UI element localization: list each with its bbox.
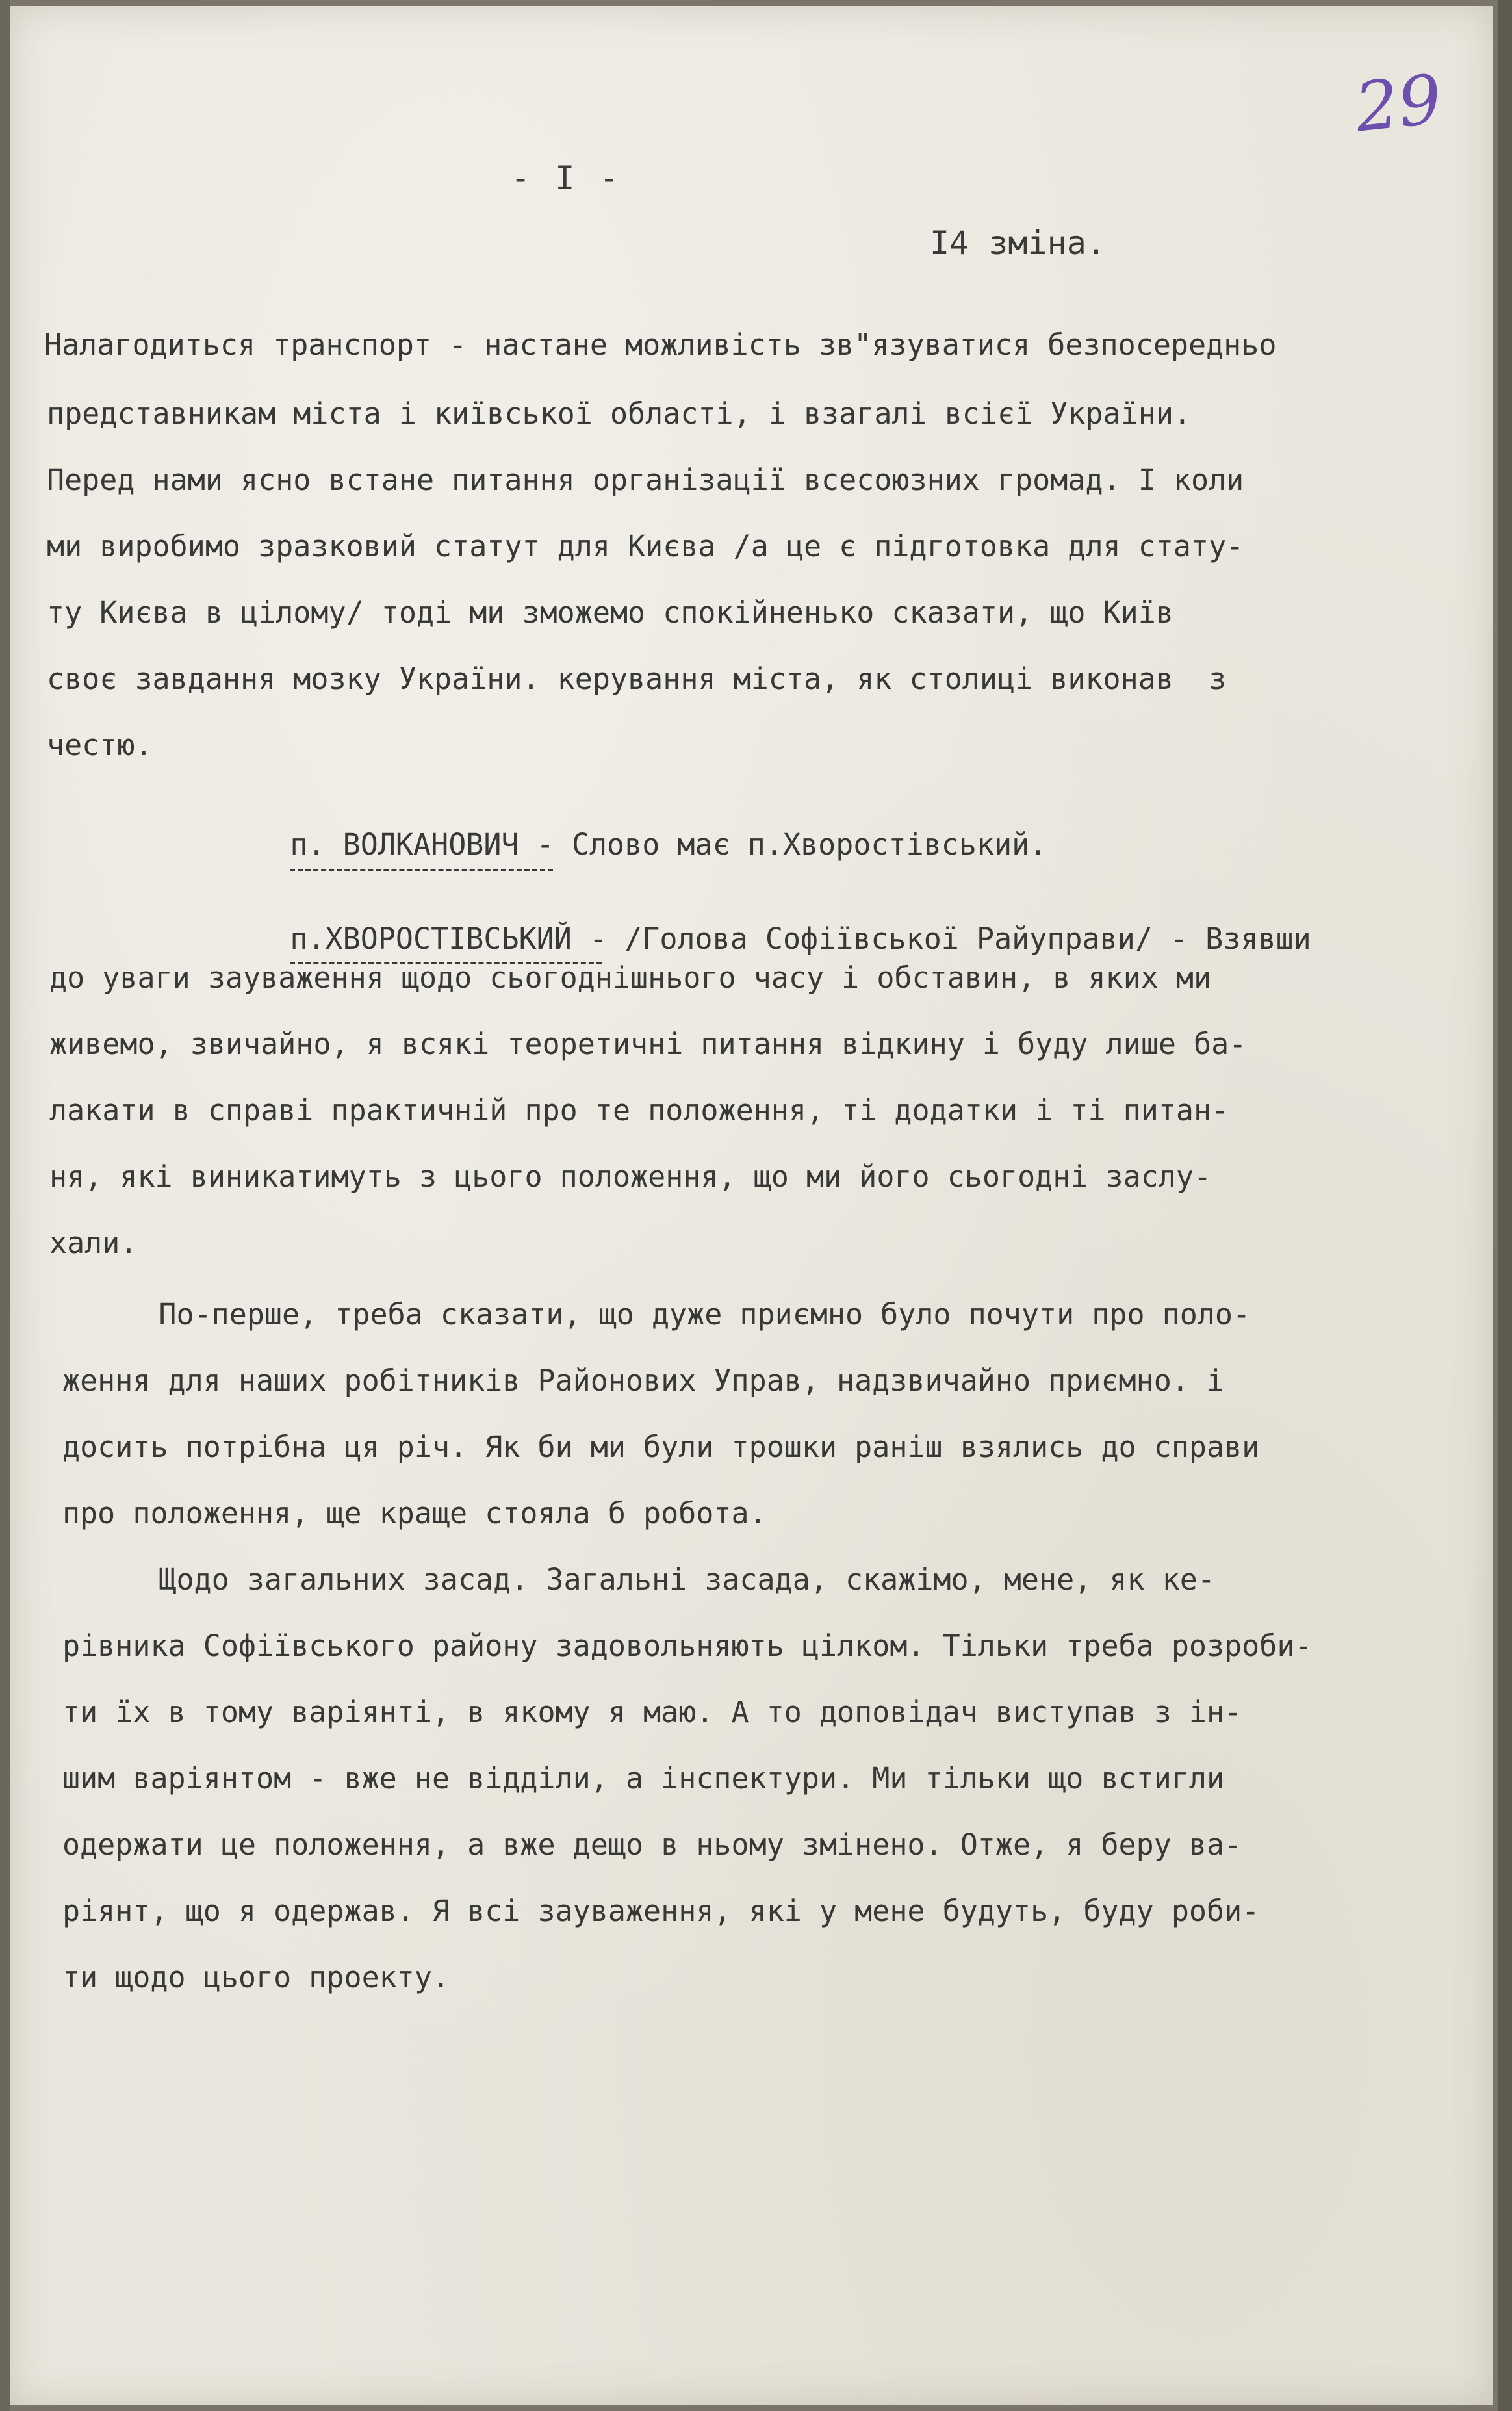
text-line: Перед нами ясно встане питання організації всесоюзних громад. І коли xyxy=(47,463,1244,497)
text-line: ти щодо цього проекту. xyxy=(62,1960,450,1994)
text-line: ти їх в тому варіянті, в якому я маю. А то доповідач виступав з ін- xyxy=(62,1695,1242,1729)
speech-text: - /Голова Софіївської Райуправи/ - Взявши xyxy=(571,922,1311,956)
speech-text: - Слово має п.Хворостівський. xyxy=(519,827,1047,862)
page-number: - I - xyxy=(511,159,622,197)
text-line: ріянт, що я одержав. Я всі зауваження, які у мене будуть, буду роби- xyxy=(62,1894,1260,1928)
text-line: ження для наших робітників Районових Управ, надзвичайно приємно. і xyxy=(62,1363,1225,1398)
text-line: хали. xyxy=(49,1226,138,1260)
speaker-name: п.ХВОРОСТІВСЬКИЙ xyxy=(290,922,571,956)
text-line: про положення, ще краще стояла б робота. xyxy=(62,1496,767,1530)
text-line: рівника Софіївського району задовольняють цілком. Тільки треба розроби- xyxy=(62,1629,1313,1663)
speaker-underline xyxy=(290,869,553,871)
text-line: Щодо загальних засад. Загальні засада, скажімо, мене, як ке- xyxy=(88,1562,1215,1597)
text-line: ту Києва в цілому/ тоді ми зможемо спокійненько сказати, що Київ xyxy=(47,595,1173,630)
text-line: представникам міста і київської області, і взагалі всієї України. xyxy=(47,396,1191,431)
scan-right-edge xyxy=(1498,0,1512,2411)
text-line: до уваги зауваження щодо сьогоднішнього часу і обставин, в яких ми xyxy=(49,961,1212,995)
text-line: одержати це положення, а вже дещо в ньому змінено. Отже, я беру ва- xyxy=(62,1827,1242,1862)
text-line: живемо, звичайно, я всякі теоретичні питання відкину і буду лише ба- xyxy=(49,1027,1247,1061)
text-line: Налагодиться транспорт - настане можливість зв"язуватися безпосередньо xyxy=(44,328,1277,362)
text-line: досить потрібна ця річ. Як би ми були трошки раніш взялись до справи xyxy=(62,1430,1260,1464)
text-line: ми виробимо зразковий статут для Києва /а це є підготовка для стату- xyxy=(47,529,1244,563)
text-line: лакати в справі практичній про те положення, ті додатки і ті питан- xyxy=(49,1093,1229,1128)
scan-left-edge xyxy=(0,0,10,2411)
handwritten-folio-number: 29 xyxy=(1351,59,1446,148)
speaker-name: п. ВОЛКАНОВИЧ xyxy=(290,827,519,862)
text-line: своє завдання мозку України. керування міста, як столиці виконав з xyxy=(47,662,1227,696)
text-line: шим варіянтом - вже не відділи, а інспектури. Ми тільки що встигли xyxy=(62,1761,1225,1796)
session-heading: I4 зміна. xyxy=(930,224,1106,262)
text-line: ня, які виникатимуть з цього положення, що ми його сьогодні заслу- xyxy=(49,1159,1212,1194)
text-line: честю. xyxy=(47,728,153,762)
speech-line xyxy=(220,801,1047,888)
document-page xyxy=(10,6,1493,2405)
text-line: По-перше, треба сказати, що дуже приємно було почути про поло- xyxy=(88,1297,1251,1332)
